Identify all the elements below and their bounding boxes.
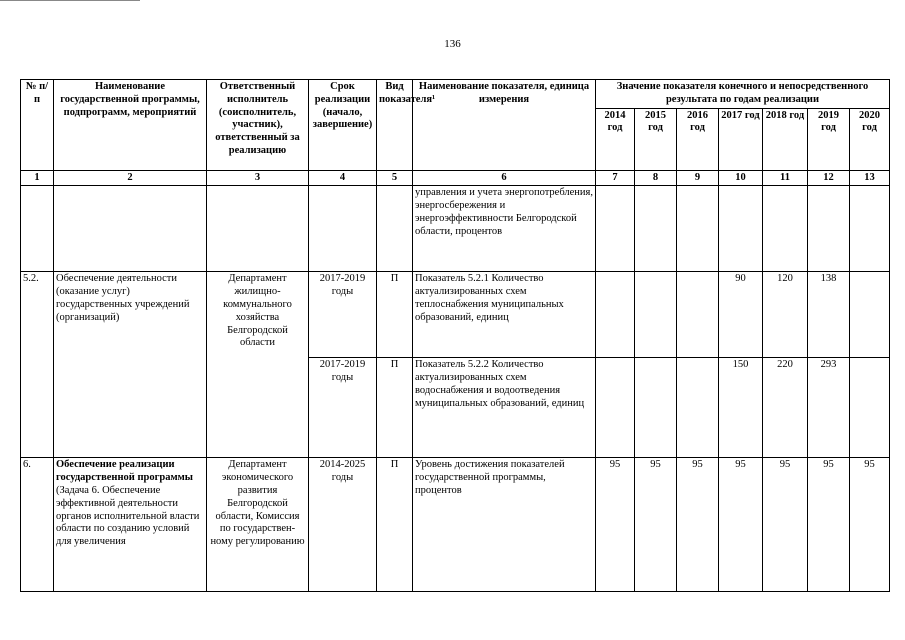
term-cell: 2017-2019 годы: [309, 358, 377, 458]
cell-empty: [850, 186, 890, 272]
value-cell: [677, 358, 719, 458]
indicator-name-cell: управления и учета энергопотребления, энергосбережения и энергоэффективности Белгородской области, процентов: [413, 186, 596, 272]
value-cell: 120: [763, 272, 808, 358]
value-cell: [677, 272, 719, 358]
cell-empty: [596, 186, 635, 272]
indicator-name-cell: Показатель 5.2.1 Количество актуализированных схем теплоснабжения муниципальных образований, единиц: [413, 272, 596, 358]
executor-cell: Департамент экономического развития Белгородской области, Комиссия по государствен-ному регулированию: [207, 458, 309, 592]
cell-empty: [635, 186, 677, 272]
value-cell: 95: [763, 458, 808, 592]
header-num: № п/п: [21, 80, 54, 171]
header-program-name: Наименование государственной программы, подпрограмм, мероприятий: [54, 80, 207, 171]
page-number: 136: [444, 38, 461, 50]
cell-empty: [719, 186, 763, 272]
header-year-2015: 2015 год: [635, 108, 677, 170]
header-year-2018: 2018 год: [763, 108, 808, 170]
header-indicator-type: Вид показателя¹: [377, 80, 413, 171]
indicator-type-cell: П: [377, 458, 413, 592]
column-number: 11: [763, 170, 808, 186]
column-number: 6: [413, 170, 596, 186]
indicator-type-cell: П: [377, 358, 413, 458]
cell-empty: [377, 186, 413, 272]
table-row-continuation: [21, 186, 890, 272]
value-cell: 95: [808, 458, 850, 592]
column-number: 3: [207, 170, 309, 186]
cell-empty: [21, 186, 54, 272]
column-number: 1: [21, 170, 54, 186]
value-cell: 95: [850, 458, 890, 592]
indicator-type-cell: П: [377, 272, 413, 358]
value-cell: [850, 272, 890, 358]
header-year-2017: 2017 год: [719, 108, 763, 170]
program-table: [20, 79, 890, 592]
value-cell: 220: [763, 358, 808, 458]
program-name-cell: [54, 458, 207, 592]
column-number: 7: [596, 170, 635, 186]
header-year-2016: 2016 год: [677, 108, 719, 170]
column-number: 9: [677, 170, 719, 186]
cell-empty: [677, 186, 719, 272]
header-year-2019: 2019 год: [808, 108, 850, 170]
header-values-by-year: Значение показателя конечного и непосредственного результата по годам реализации: [596, 80, 890, 109]
cell-empty: [763, 186, 808, 272]
header-executor: Ответственный исполнитель (соисполнитель, участник), ответственный за реализацию: [207, 80, 309, 171]
column-number: 8: [635, 170, 677, 186]
column-number: 2: [54, 170, 207, 186]
value-cell: [850, 358, 890, 458]
value-cell: 90: [719, 272, 763, 358]
column-number-row: [21, 170, 890, 186]
program-name-bold: Обеспечение реализации государственной программы: [56, 459, 193, 484]
column-number: 5: [377, 170, 413, 186]
term-cell: 2017-2019 годы: [309, 272, 377, 358]
value-cell: [635, 358, 677, 458]
indicator-name-cell: Уровень достижения показателей государственной программы, процентов: [413, 458, 596, 592]
term-cell: 2014-2025 годы: [309, 458, 377, 592]
executor-cell: Департамент жилищно-коммунального хозяйства Белгородской области: [207, 272, 309, 458]
value-cell: [596, 358, 635, 458]
header-year-2014: 2014 год: [596, 108, 635, 170]
table-row-5-2-a: [21, 272, 890, 358]
header-indicator-name: Наименование показателя, единица измерения: [413, 80, 596, 171]
header-row-1: [21, 80, 890, 109]
column-number: 12: [808, 170, 850, 186]
value-cell: 95: [596, 458, 635, 592]
column-number: 13: [850, 170, 890, 186]
value-cell: 95: [635, 458, 677, 592]
column-number: 4: [309, 170, 377, 186]
value-cell: 138: [808, 272, 850, 358]
value-cell: 95: [719, 458, 763, 592]
row-number-cell: 5.2.: [21, 272, 54, 458]
row-number-cell: 6.: [21, 458, 54, 592]
cell-empty: [309, 186, 377, 272]
program-name-cell: Обеспечение деятельности (оказание услуг) государственных учреждений (организаций): [54, 272, 207, 458]
value-cell: 150: [719, 358, 763, 458]
cell-empty: [54, 186, 207, 272]
column-number: 10: [719, 170, 763, 186]
value-cell: [635, 272, 677, 358]
value-cell: 95: [677, 458, 719, 592]
header-term: Срок реализации (начало, завершение): [309, 80, 377, 171]
cell-empty: [808, 186, 850, 272]
table-row-6: [21, 458, 890, 592]
value-cell: [596, 272, 635, 358]
cell-empty: [207, 186, 309, 272]
value-cell: 293: [808, 358, 850, 458]
indicator-name-cell: Показатель 5.2.2 Количество актуализированных схем водоснабжения и водоотведения муниципальных образований, единиц: [413, 358, 596, 458]
program-name-task: (Задача 6. Обеспечение эффективной деятельности органов исполнительной власти области по созданию условий для увеличения: [56, 484, 200, 548]
header-year-2020: 2020 год: [850, 108, 890, 170]
top-scan-line: [0, 0, 140, 1]
